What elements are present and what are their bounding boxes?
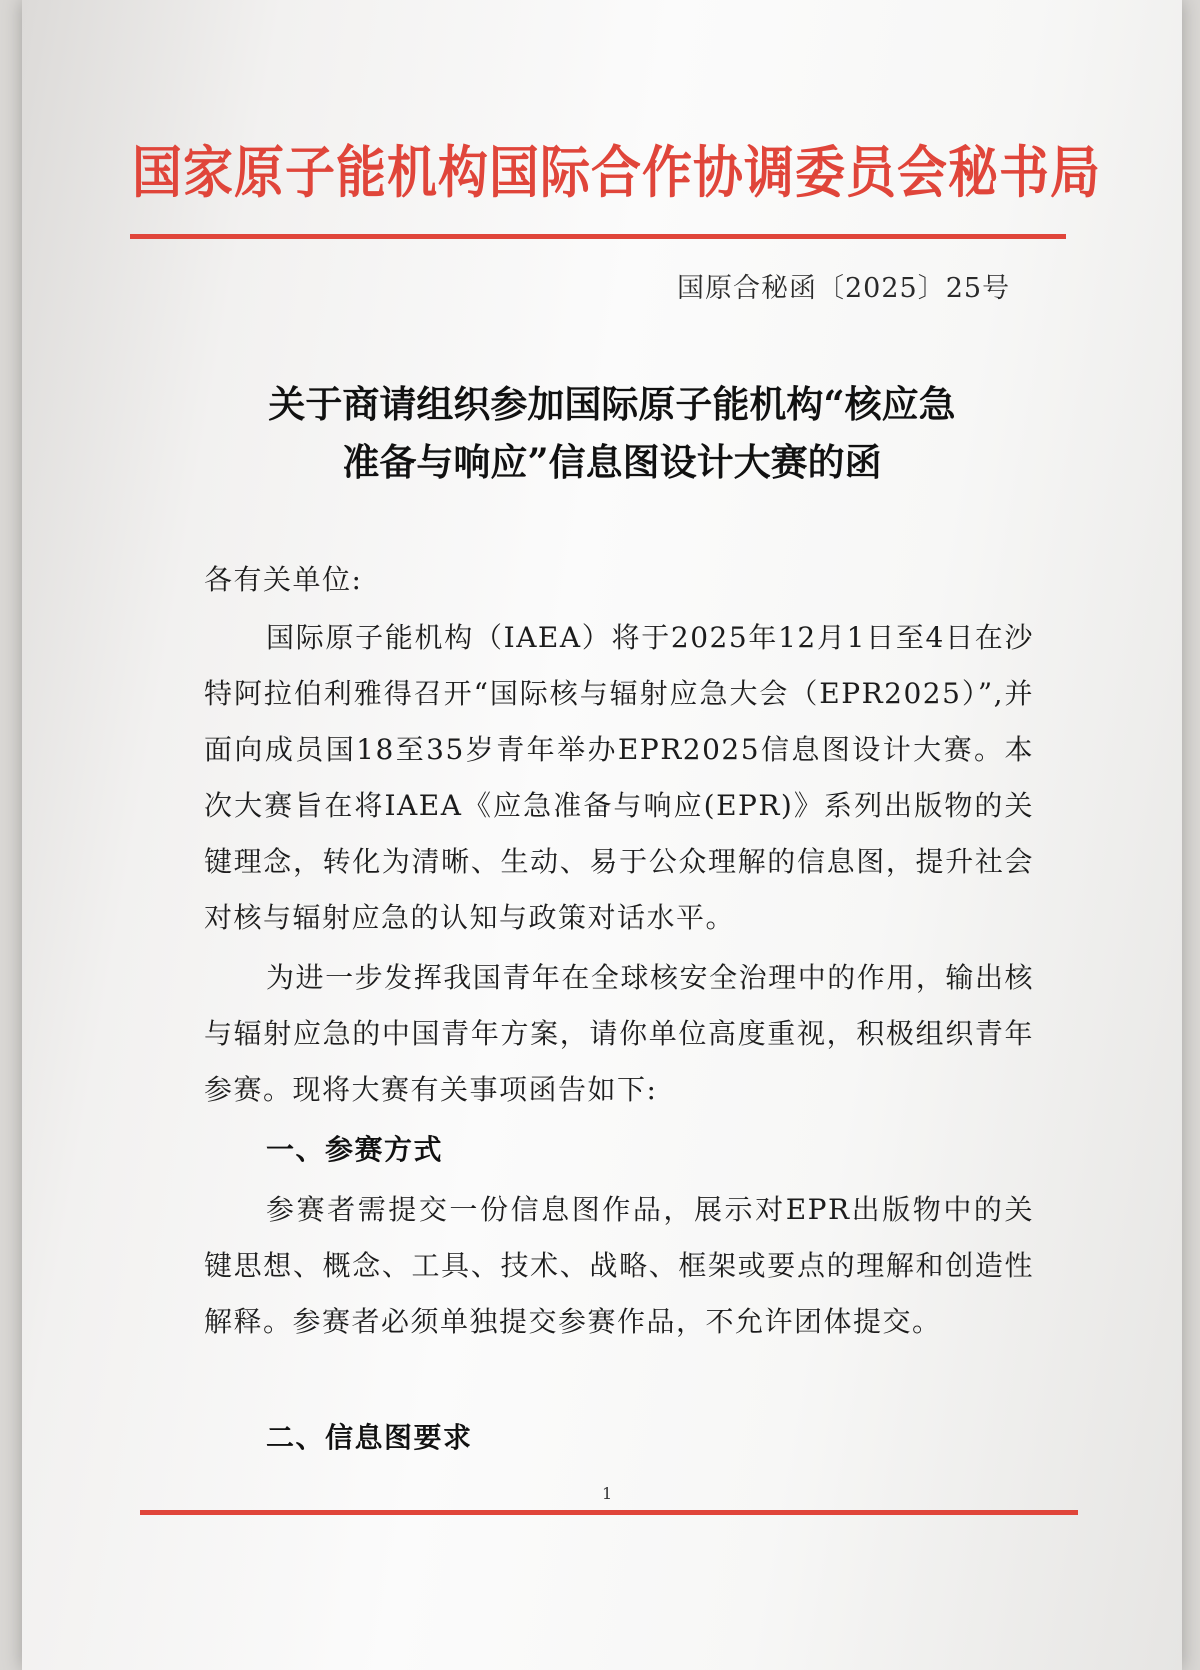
letterhead-title: 国家原子能机构国际合作协调委员会秘书局 — [132, 140, 1101, 206]
paragraph-1: 国际原子能机构（IAEA）将于2025年12月1日至4日在沙特阿拉伯利雅得召开“国际核与辐射应急大会（EPR2025）”,并面向成员国18至35岁青年举办EPR2025信息图设计大赛。本次大赛旨在将IAEA《应急准备与响应(EPR)》系列出版物的关键理念，转化为清晰、生动、易于公众理解的信息图，提升社会对核与辐射应急的认知与政策对话水平。 — [204, 621, 1034, 934]
document-number: 国原合秘函〔2025〕25号 — [677, 273, 1011, 304]
letterhead-red-rule — [130, 234, 1066, 239]
page-number: 1 — [602, 1484, 613, 1503]
document-title-line-1: 关于商请组织参加国际原子能机构“核应急 — [268, 382, 956, 426]
section-heading-1: 一、参赛方式 — [266, 1133, 444, 1166]
footer-red-rule — [140, 1510, 1078, 1515]
paragraph-2: 为进一步发挥我国青年在全球核安全治理中的作用，输出核与辐射应急的中国青年方案，请你单位高度重视，积极组织青年参赛。现将大赛有关事项函告如下: — [204, 961, 1034, 1106]
section-heading-2: 二、信息图要求 — [266, 1421, 473, 1454]
salutation: 各有关单位: — [204, 563, 363, 596]
document-title — [172, 375, 1052, 491]
paragraph-3: 参赛者需提交一份信息图作品，展示对EPR出版物中的关键思想、概念、工具、技术、战略、框架或要点的理解和创造性解释。参赛者必须单独提交参赛作品，不允许团体提交。 — [204, 1193, 1034, 1338]
document-page — [22, 0, 1182, 1670]
document-title-line-2: 准备与响应”信息图设计大赛的函 — [342, 440, 882, 484]
